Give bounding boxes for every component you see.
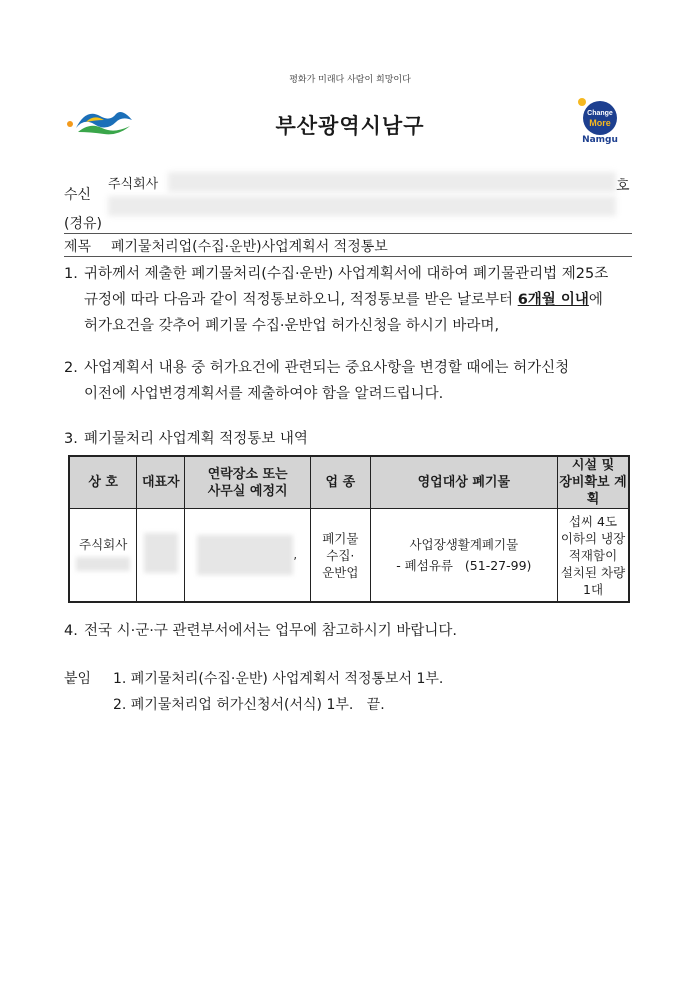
- table-row: [69, 509, 629, 603]
- cell-address: [185, 509, 311, 603]
- header-waste-target: 영업대상 폐기물: [370, 456, 557, 509]
- slogan: 평화가 미래다 사람이 희망이다: [289, 75, 411, 85]
- redacted-address: [197, 535, 293, 575]
- paragraph-line: [84, 287, 634, 313]
- paragraph-line: 허가요건을 갖추어 폐기물 수집·운반업 허가신청을 하시기 바라며,: [84, 318, 500, 334]
- company-name: 주식회사: [79, 536, 128, 552]
- header-representative: 대표자: [137, 456, 185, 509]
- header-facility-plan: 시설 및 장비확보 계획: [558, 456, 629, 509]
- paragraph-line: 이전에 사업변경계획서를 제출하여야 함을 알려드립니다.: [84, 386, 444, 402]
- subject-label: 제목: [64, 239, 92, 255]
- paragraph-text: 에: [588, 292, 603, 308]
- badge-line-change: Change: [587, 110, 613, 117]
- header-address: 연락장소 또는 사무실 예정지: [185, 456, 311, 509]
- header-company: 상 호: [69, 456, 137, 509]
- paragraph-4: [64, 618, 634, 644]
- cell-facility-plan: 섭씨 4도 이하의 냉장 적재함이 설치된 차량 1대: [558, 509, 629, 603]
- business-plan-table: [68, 455, 630, 603]
- header-business-type: 업 종: [311, 456, 371, 509]
- cell-company: [69, 509, 137, 603]
- attachment-item-1: 1. 폐기물처리(수집·운반) 사업계획서 적정통보서 1부.: [113, 671, 444, 687]
- via-label: (경유): [64, 216, 102, 232]
- paragraph-line: 사업계획서 내용 중 허가요건에 관련되는 중요사항을 변경할 때에는 허가신청: [84, 360, 570, 376]
- cell-waste-target: [370, 509, 557, 603]
- paragraph-text: 규정에 따라 다음과 같이 적정통보하오니, 적정통보를 받은 날로부터: [84, 292, 518, 308]
- table-header-row: [69, 456, 629, 509]
- paragraph-number: 3.: [64, 431, 78, 447]
- organization-title: 부산광역시남구: [275, 114, 425, 138]
- recipient-label: 수신: [64, 187, 92, 203]
- paragraph-line: 귀하께서 제출한 폐기물처리(수집·운반) 사업계획서에 대하여 폐기물관리법 제25조: [84, 266, 609, 282]
- recipient-suffix: 호: [616, 178, 630, 194]
- redacted-company-name: [76, 557, 130, 571]
- address-tail: ,: [293, 546, 298, 562]
- paragraph-line: 전국 시·군·구 관련부서에서는 업무에 참고하시기 바랍니다.: [84, 623, 458, 639]
- redacted-recipient-name: [168, 172, 616, 192]
- paragraph-2: [64, 355, 634, 407]
- waste-line: - 폐섬유류 (51-27-99): [396, 558, 532, 573]
- cell-business-type: 폐기물 수집· 운반업: [311, 509, 371, 603]
- badge-line-more: More: [589, 118, 611, 128]
- namgu-caption: Namgu: [582, 135, 618, 145]
- redacted-representative: [144, 533, 178, 573]
- recipient-company: 주식회사: [108, 177, 159, 192]
- divider-top: [64, 233, 632, 234]
- waste-line: 사업장생활계폐기물: [409, 537, 519, 552]
- redacted-recipient-address: [108, 196, 616, 216]
- subject-value: 폐기물처리업(수집·운반)사업계획서 적정통보: [111, 239, 388, 255]
- paragraph-3: [64, 426, 634, 452]
- paragraph-number: 2.: [64, 360, 78, 376]
- cell-representative: [137, 509, 185, 603]
- attachments-label: 붙임: [64, 671, 92, 687]
- divider-bottom: [64, 256, 632, 257]
- paragraph-1: [64, 261, 634, 339]
- deadline-emphasis: 6개월 이내: [517, 292, 589, 308]
- paragraph-number: 4.: [64, 623, 78, 639]
- paragraph-line: 폐기물처리 사업계획 적정통보 내역: [84, 431, 308, 447]
- attachment-item-2: 2. 폐기물처리업 허가신청서(서식) 1부. 끝.: [113, 697, 385, 713]
- paragraph-number: 1.: [64, 266, 78, 282]
